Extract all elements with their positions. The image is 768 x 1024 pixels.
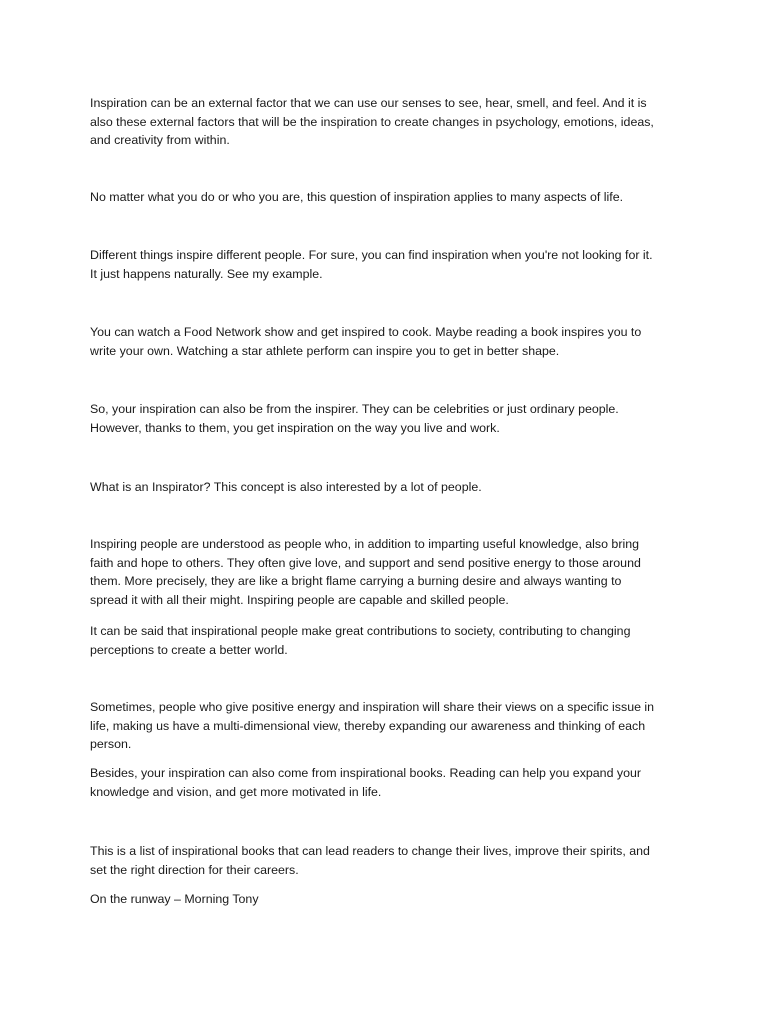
text-line: It just happens naturally. See my example. [90, 266, 323, 281]
text-line: It can be said that inspirational people make great contributions to society, contributing to changing [90, 624, 631, 638]
text-line: So, your inspiration can also be from the inspirer. They can be celebrities or just ordinary people. [90, 402, 619, 416]
paragraph-inspirator-question [90, 478, 690, 497]
text-line: Inspiration can be an external factor that we can use our senses to see, hear, smell, and feel. And it is [90, 96, 647, 110]
text-line: life, making us have a multi-dimensional view, thereby expanding our awareness and thinking of each [90, 718, 646, 733]
paragraph-inspiring-people [90, 535, 690, 609]
paragraph-book-list [90, 842, 690, 879]
paragraph-no-matter [90, 188, 690, 207]
text-line: perceptions to create a better world. [90, 642, 288, 657]
text-line: Sometimes, people who give positive energy and inspiration will share their views on a specific issue in [90, 700, 655, 714]
text-line: set the right direction for their careers. [90, 862, 299, 877]
text-line: person. [90, 737, 132, 752]
text-line: However, thanks to them, you get inspiration on the way you live and work. [90, 420, 500, 435]
text-line: also these external factors that will be the inspiration to create changes in psychology, emotions, ideas, [90, 114, 654, 129]
text-line: write your own. Watching a star athlete perform can inspire you to get in better shape. [90, 343, 560, 358]
text-line: On the runway – Morning Tony [90, 892, 259, 906]
text-line: and creativity from within. [90, 133, 230, 148]
paragraph-different-things [90, 246, 690, 283]
text-line: knowledge and vision, and get more motivated in life. [90, 784, 382, 799]
paragraph-contributions [90, 622, 690, 659]
text-line: them. More precisely, they are like a bright flame carrying a burning desire and always wanting to [90, 574, 622, 589]
text-line: spread it with all their might. Inspiring people are capable and skilled people. [90, 592, 509, 607]
text-line: faith and hope to others. They often give love, and support and send positive energy to those around [90, 555, 641, 570]
text-line: You can watch a Food Network show and get inspired to cook. Maybe reading a book inspires you to [90, 325, 642, 339]
paragraph-inspirer [90, 400, 690, 437]
text-line: What is an Inspirator? This concept is also interested by a lot of people. [90, 480, 482, 494]
text-line: Different things inspire different people. For sure, you can find inspiration when you're not looking for it. [90, 248, 653, 262]
paragraph-sometimes [90, 698, 690, 754]
text-line: This is a list of inspirational books that can lead readers to change their lives, improve their spirits, and [90, 844, 650, 858]
text-line: Besides, your inspiration can also come from inspirational books. Reading can help you expand your [90, 766, 642, 780]
paragraph-inspiration-external [90, 94, 690, 150]
text-line: Inspiring people are understood as people who, in addition to imparting useful knowledge, also bring [90, 537, 639, 551]
paragraph-books [90, 764, 690, 801]
paragraph-book-title [90, 890, 690, 909]
paragraph-food-network [90, 323, 690, 360]
text-line: No matter what you do or who you are, this question of inspiration applies to many aspects of life. [90, 190, 624, 204]
